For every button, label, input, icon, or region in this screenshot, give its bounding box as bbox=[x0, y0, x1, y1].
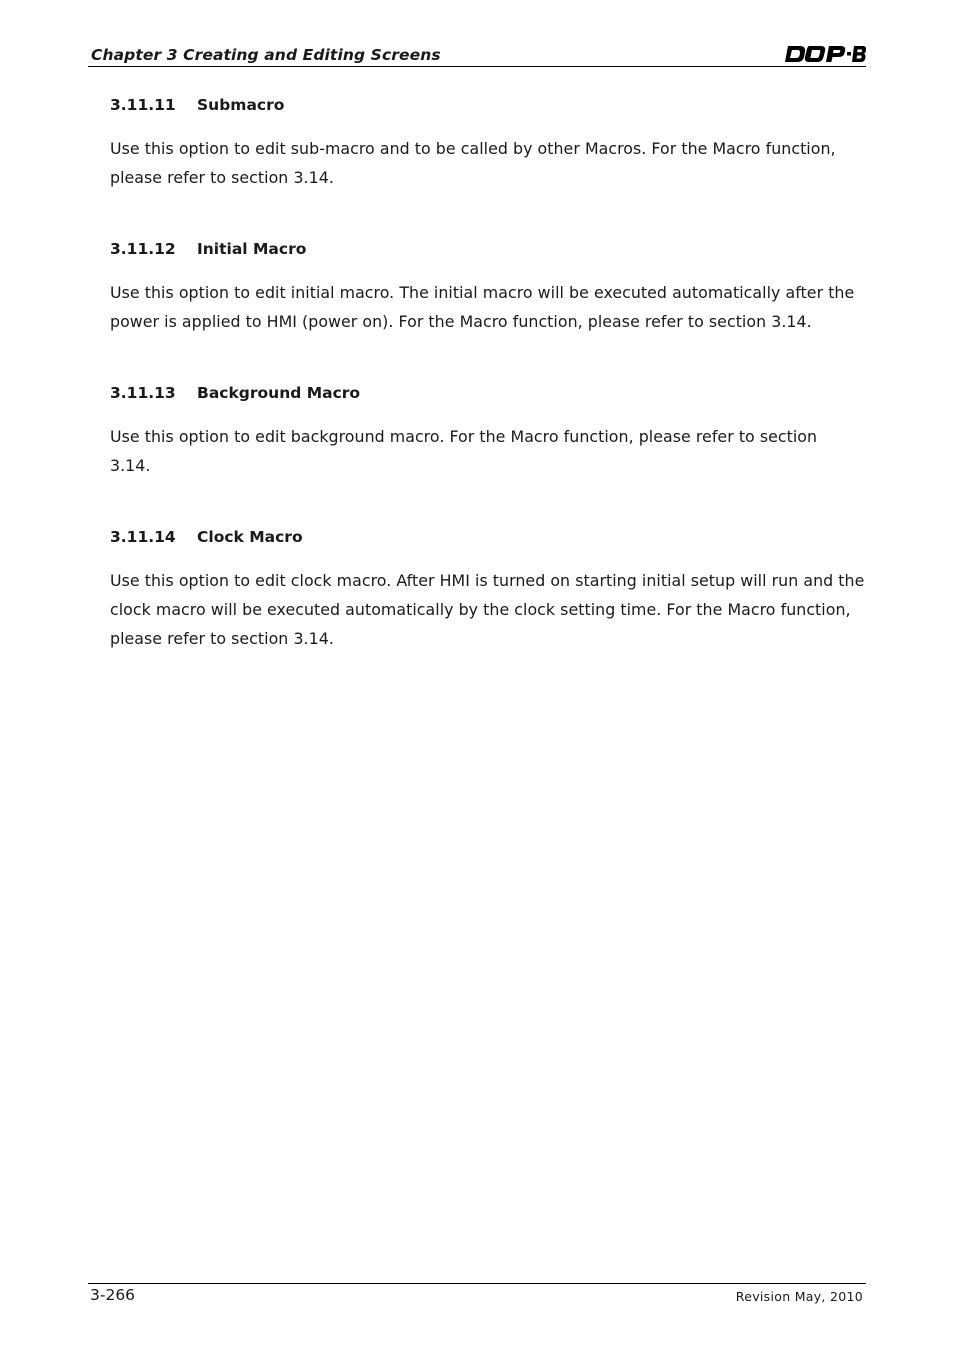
page-header bbox=[88, 40, 866, 67]
section-body: Use this option to edit background macro. For the Macro function, please refer to section 3.14. bbox=[110, 427, 818, 475]
section-heading bbox=[110, 382, 870, 404]
header-chapter-title: Chapter 3 Creating and Editing Screens bbox=[91, 46, 441, 64]
section-heading bbox=[110, 238, 870, 260]
section-body: Use this option to edit initial macro. The initial macro will be executed automatically after the power is applied to HMI (power on). For the Macro function, please refer to section 3.14. bbox=[110, 283, 855, 331]
main-content bbox=[110, 94, 870, 699]
section-background-macro bbox=[110, 382, 870, 480]
section-number: 3.11.11 bbox=[110, 96, 176, 114]
section-body: Use this option to edit clock macro. After HMI is turned on starting initial setup will run and the clock macro will be executed automatically by the clock setting time. For the Macro function, please refer to section 3.14. bbox=[110, 571, 865, 648]
page-number: 3-266 bbox=[90, 1286, 136, 1304]
page-footer bbox=[88, 1283, 866, 1314]
revision-date: Revision May, 2010 bbox=[735, 1289, 863, 1304]
section-initial-macro bbox=[110, 238, 870, 336]
section-heading bbox=[110, 94, 870, 116]
section-number: 3.11.14 bbox=[110, 528, 176, 546]
section-heading bbox=[110, 526, 870, 548]
dop-b-logo bbox=[784, 43, 866, 65]
section-body: Use this option to edit sub-macro and to be called by other Macros. For the Macro function, please refer to section 3.14. bbox=[110, 139, 836, 187]
section-title: Submacro bbox=[197, 96, 285, 114]
section-clock-macro bbox=[110, 526, 870, 653]
section-title: Background Macro bbox=[197, 384, 361, 402]
section-submacro bbox=[110, 94, 870, 192]
section-number: 3.11.13 bbox=[110, 384, 176, 402]
section-title: Initial Macro bbox=[197, 240, 307, 258]
section-number: 3.11.12 bbox=[110, 240, 176, 258]
section-title: Clock Macro bbox=[197, 528, 303, 546]
